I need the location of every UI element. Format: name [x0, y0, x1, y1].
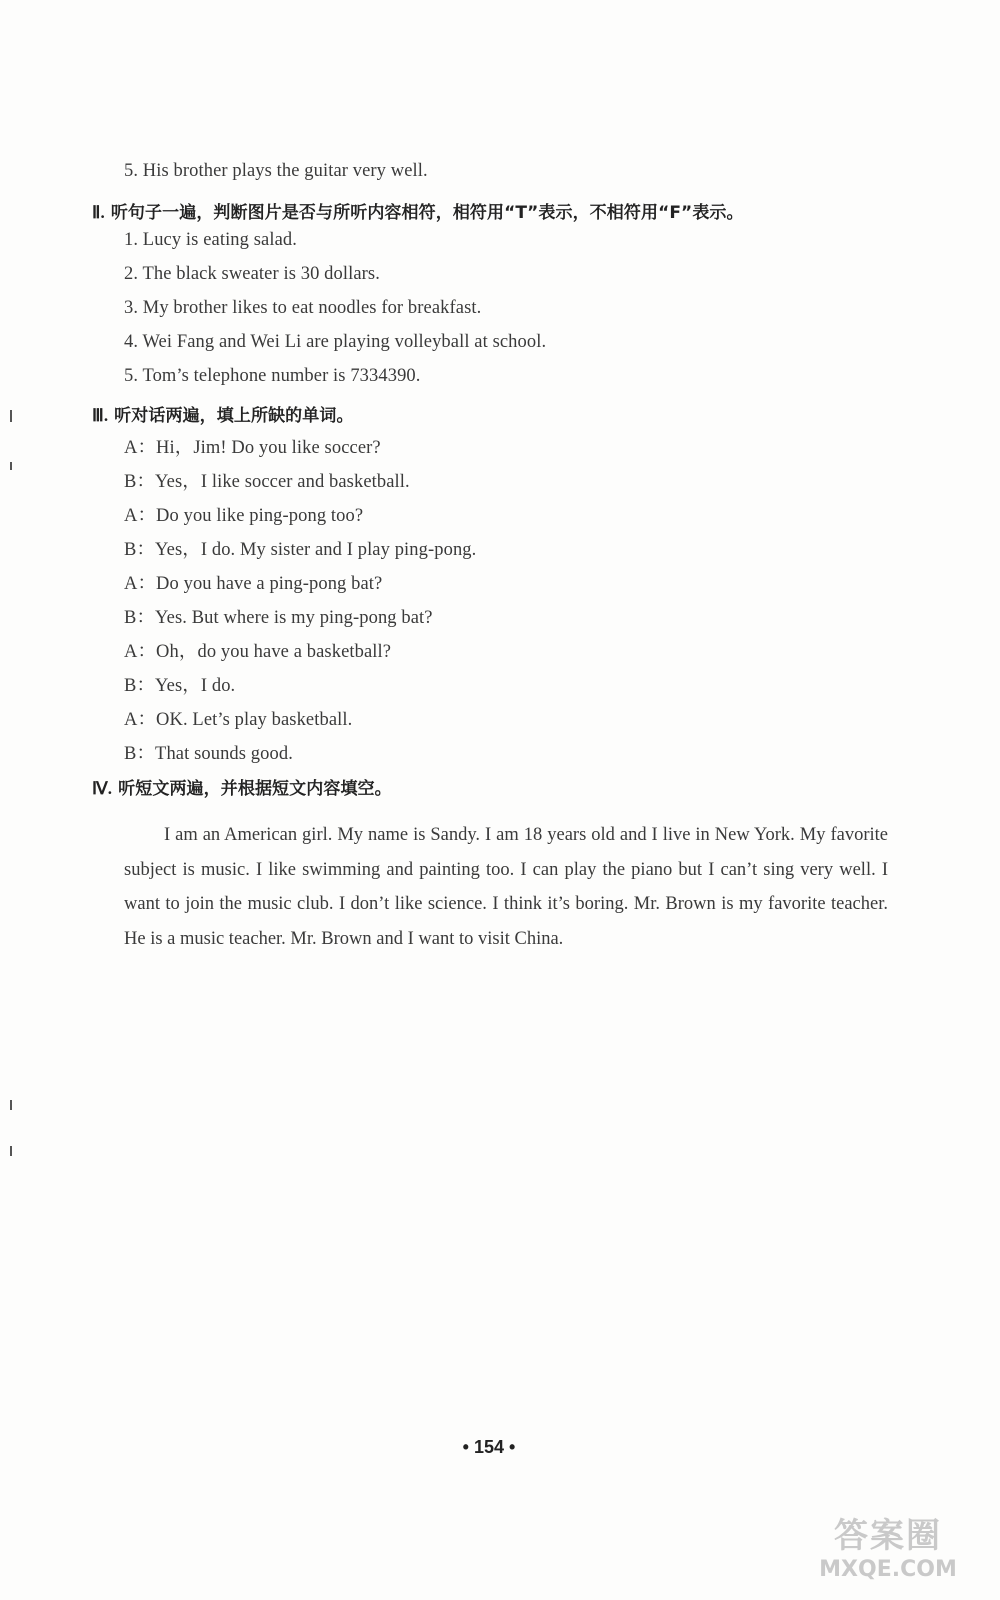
scan-mark	[10, 1146, 12, 1156]
dialogue-line: B：Yes，I like soccer and basketball.	[124, 472, 410, 492]
dialogue-line: A：Hi，Jim! Do you like soccer?	[124, 438, 381, 458]
section-4-heading	[92, 774, 392, 799]
watermark-domain: MXQE.COM	[819, 1557, 957, 1582]
section-3-heading	[92, 401, 354, 426]
dialogue-line: B：That sounds good.	[124, 744, 293, 764]
watermark	[798, 1516, 978, 1594]
dialogue-line: B：Yes，I do.	[124, 676, 236, 696]
section-4-number: Ⅳ.	[92, 779, 113, 798]
section-4-instruction: 听短文两遍，并根据短文内容填空。	[118, 779, 392, 799]
dialogue-line: A：Do you have a ping-pong bat?	[124, 574, 383, 594]
sentence-item: 4. Wei Fang and Wei Li are playing volleyball at school.	[124, 332, 547, 352]
passage-paragraph: I am an American girl. My name is Sandy. I am 18 years old and I live in New York. My favorite subject is music. I like swimming and painting too. I can play the piano but I can’t sing very well. I want to join the music club. I don’t like science. I think it’s boring. Mr. Brown is my favorite teacher. He is a music teacher. Mr. Brown and I want to visit China.	[124, 825, 888, 949]
section-2-number: Ⅱ.	[92, 203, 105, 222]
scan-mark	[10, 410, 12, 422]
sentence-item: 1. Lucy is eating salad.	[124, 230, 297, 250]
scan-mark	[10, 1100, 12, 1110]
dialogue-line: A：Do you like ping-pong too?	[124, 506, 364, 526]
listening-item-5: 5. His brother plays the guitar very well.	[124, 161, 428, 181]
dialogue-line: B：Yes. But where is my ping-pong bat?	[124, 608, 433, 628]
section-3-number: Ⅲ.	[92, 406, 109, 425]
section-2-instruction: 听句子一遍，判断图片是否与所听内容相符，相符用“T”表示，不相符用“F”表示。	[110, 203, 744, 223]
sentence-item: 5. Tom’s telephone number is 7334390.	[124, 366, 421, 386]
section-2-heading	[92, 198, 744, 223]
watermark-chinese: 答案圈	[834, 1516, 942, 1556]
page-number: • 154 •	[462, 1437, 516, 1457]
dialogue-line: B：Yes，I do. My sister and I play ping-pong.	[124, 540, 477, 560]
dialogue-line: A：OK. Let’s play basketball.	[124, 710, 353, 730]
sentence-item: 2. The black sweater is 30 dollars.	[124, 264, 380, 284]
section-3-instruction: 听对话两遍，填上所缺的单词。	[114, 406, 354, 426]
scan-mark	[10, 462, 12, 470]
sentence-item: 3. My brother likes to eat noodles for breakfast.	[124, 298, 482, 318]
dialogue-line: A：Oh，do you have a basketball?	[124, 642, 392, 662]
